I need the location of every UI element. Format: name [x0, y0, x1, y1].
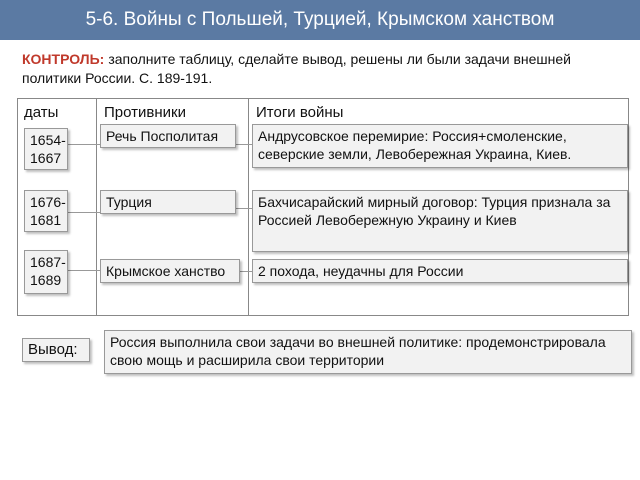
row-2-opponent: Турция [100, 190, 236, 214]
row-1-opponent: Речь Посполитая [100, 124, 236, 148]
table-divider-2 [248, 98, 249, 316]
row-3-result: 2 похода, неудачны для России [252, 259, 628, 283]
row-2-dates: 1676-1681 [24, 190, 68, 232]
row-3-opponent: Крымское ханство [100, 259, 240, 283]
connector [236, 208, 252, 209]
slide-title: 5-6. Войны с Польшей, Турцией, Крымском ханством [0, 0, 640, 40]
task-label: КОНТРОЛЬ: [22, 51, 105, 67]
header-opponents: Противники [104, 104, 186, 121]
conclusion-label: Вывод: [22, 338, 90, 362]
connector [240, 271, 252, 272]
row-1-dates: 1654-1667 [24, 128, 68, 170]
row-1-result: Андрусовское перемирие: Россия+смоленские, северские земли, Левобережная Украина, Киев. [252, 124, 628, 168]
task-instructions [22, 50, 622, 88]
header-dates: даты [24, 104, 59, 121]
connector [68, 144, 100, 145]
connector [236, 144, 252, 145]
row-2-result: Бахчисарайский мирный договор: Турция признала за Россией Левобережную Украину и Киев [252, 190, 628, 252]
header-results: Итоги войны [256, 104, 344, 121]
task-text: заполните таблицу, сделайте вывод, решены ли были задачи внешней политики России. С. 189-191. [22, 51, 571, 86]
table-divider-1 [96, 98, 97, 316]
row-3-dates: 1687-1689 [24, 250, 68, 294]
connector [68, 270, 100, 271]
connector [68, 212, 100, 213]
conclusion-text: Россия выполнила свои задачи во внешней политике: продемонстрировала свою мощь и расширила свои территории [104, 330, 632, 374]
